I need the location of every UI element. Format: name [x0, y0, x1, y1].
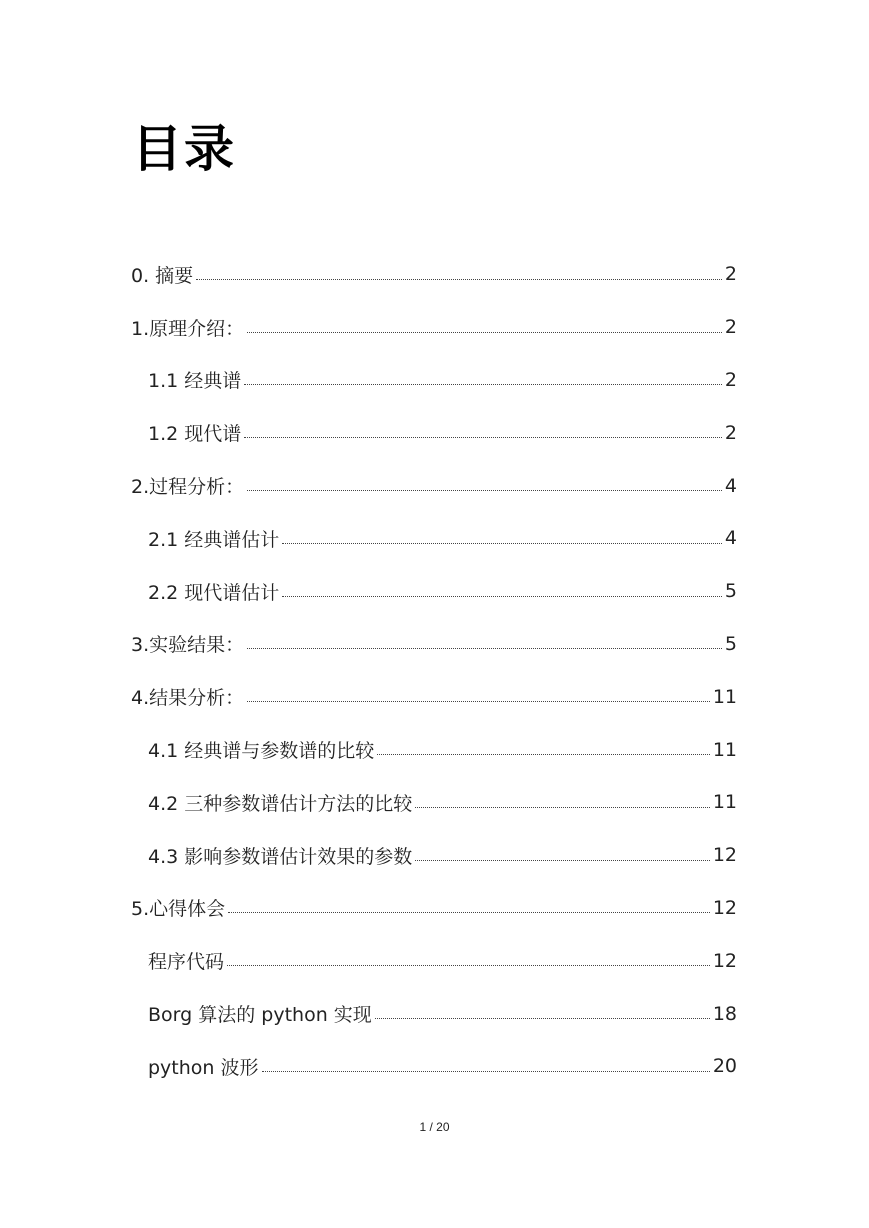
toc-entry[interactable]: [131, 934, 737, 987]
toc-entry-label: 4.2 三种参数谱估计方法的比较: [148, 792, 413, 815]
toc-dot-leader: [282, 596, 722, 597]
page-number-indicator: 1 / 20: [419, 1120, 450, 1134]
toc-dot-leader: [415, 860, 710, 861]
toc-entry-page: 12: [712, 949, 737, 972]
toc-entry[interactable]: [131, 354, 737, 407]
toc-entry[interactable]: [131, 406, 737, 459]
toc-entry-page: 11: [712, 738, 737, 761]
toc-entry-page: 11: [712, 685, 737, 708]
toc-entry-label: 2.1 经典谱估计: [148, 528, 280, 551]
toc-dot-leader: [247, 490, 722, 491]
toc-entry[interactable]: [131, 301, 737, 354]
toc-entry-page: 2: [724, 421, 737, 444]
toc-dot-leader: [247, 332, 722, 333]
table-of-contents: [131, 248, 737, 1093]
toc-entry[interactable]: [131, 618, 737, 671]
toc-dot-leader: [227, 965, 710, 966]
toc-entry-label: 1.1 经典谱: [148, 370, 242, 393]
toc-entry-page: 2: [724, 316, 737, 339]
toc-entry-page: 2: [724, 263, 737, 286]
toc-dot-leader: [262, 1071, 710, 1072]
toc-entry[interactable]: [131, 1040, 737, 1093]
toc-entry-label: 1.原理介绍：: [131, 317, 245, 340]
toc-entry[interactable]: [131, 512, 737, 565]
toc-entry-page: 12: [712, 896, 737, 919]
toc-entry[interactable]: [131, 459, 737, 512]
toc-entry-page: 20: [712, 1055, 737, 1078]
toc-entry-page: 4: [724, 474, 737, 497]
toc-entry-label: 4.结果分析：: [131, 687, 245, 710]
toc-entry[interactable]: [131, 882, 737, 935]
toc-entry[interactable]: [131, 248, 737, 301]
toc-dot-leader: [228, 912, 710, 913]
toc-entry-page: 5: [724, 580, 737, 603]
toc-entry-label: python 波形: [148, 1056, 259, 1079]
toc-entry-label: 2.过程分析：: [131, 476, 245, 499]
toc-entry-page: 18: [712, 1002, 737, 1025]
toc-dot-leader: [247, 701, 710, 702]
toc-dot-leader: [377, 754, 710, 755]
toc-dot-leader: [415, 807, 710, 808]
toc-entry-label: 4.1 经典谱与参数谱的比较: [148, 740, 375, 763]
toc-dot-leader: [244, 437, 722, 438]
toc-dot-leader: [375, 1018, 710, 1019]
toc-dot-leader: [282, 543, 722, 544]
toc-entry[interactable]: [131, 987, 737, 1040]
toc-entry-label: 3.实验结果：: [131, 634, 245, 657]
toc-entry-label: 0. 摘要: [131, 264, 194, 287]
toc-entry-label: 5.心得体会: [131, 898, 226, 921]
toc-entry-label: 1.2 现代谱: [148, 423, 242, 446]
toc-entry-label: 4.3 影响参数谱估计效果的参数: [148, 845, 413, 868]
toc-entry-page: 4: [724, 527, 737, 550]
toc-entry[interactable]: [131, 565, 737, 618]
toc-entry-label: 程序代码: [148, 951, 225, 974]
toc-entry[interactable]: [131, 776, 737, 829]
toc-dot-leader: [196, 279, 722, 280]
toc-entry-page: 2: [724, 368, 737, 391]
toc-title: 目录: [132, 120, 236, 178]
toc-entry[interactable]: [131, 829, 737, 882]
toc-entry-page: 5: [724, 632, 737, 655]
toc-entry-page: 12: [712, 844, 737, 867]
toc-entry-page: 11: [712, 791, 737, 814]
toc-dot-leader: [244, 384, 722, 385]
toc-entry[interactable]: [131, 670, 737, 723]
toc-entry[interactable]: [131, 723, 737, 776]
toc-entry-label: Borg 算法的 python 实现: [148, 1004, 372, 1027]
toc-dot-leader: [247, 648, 722, 649]
toc-entry-label: 2.2 现代谱估计: [148, 581, 280, 604]
